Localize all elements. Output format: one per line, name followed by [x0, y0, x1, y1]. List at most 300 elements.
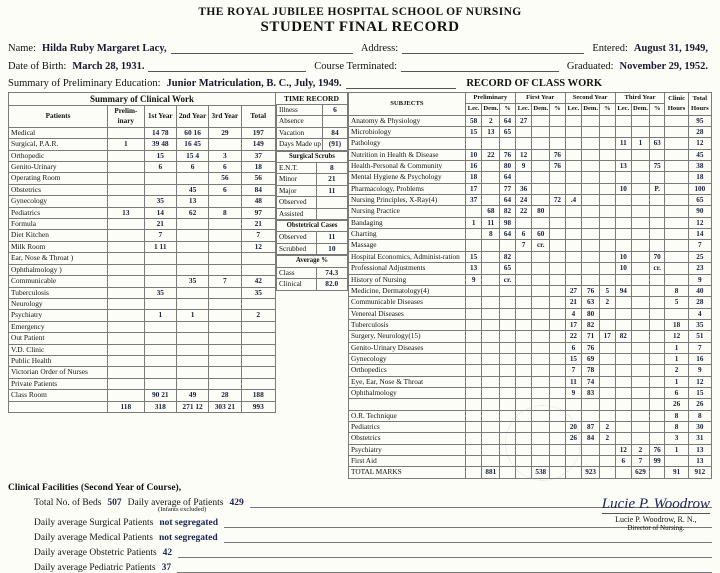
classwork-cell: 65: [500, 263, 516, 274]
clinical-cell: [176, 253, 208, 264]
time-subcaption: Surgical Scrubs: [277, 151, 348, 162]
classwork-subject: Medicine, Dermatology(4): [349, 285, 466, 296]
classwork-cell: [465, 399, 482, 410]
clinic-hours-cell: [665, 274, 688, 285]
clinical-row-label: Surgical, P.A.R.: [9, 139, 108, 150]
clinical-cell: [108, 344, 145, 355]
classwork-cell: [500, 342, 516, 353]
table-row: [9, 219, 276, 230]
clinical-cell: [209, 321, 241, 332]
time-record-value: 10: [316, 243, 347, 254]
time-record-value: [322, 116, 347, 127]
classwork-cell: [600, 342, 615, 353]
classwork-cell: [565, 138, 582, 149]
clinical-cell: [144, 184, 176, 195]
classwork-cell: [482, 444, 500, 455]
time-record-row: [277, 243, 348, 254]
classwork-subcol: Lec.: [465, 104, 482, 115]
table-row: [9, 173, 276, 184]
classwork-cell: [615, 467, 632, 478]
classwork-cell: [565, 115, 582, 126]
classwork-cell: 98: [500, 217, 516, 228]
total-hours-cell: 26: [688, 399, 711, 410]
clinic-hours-cell: 8: [665, 410, 688, 421]
classwork-cell: [632, 251, 650, 262]
time-record-row: [277, 163, 348, 174]
clinical-cell: [176, 344, 208, 355]
clinical-cell: 18: [241, 162, 275, 173]
classwork-cell: [482, 195, 500, 206]
table-row: [9, 378, 276, 389]
classwork-cell: cr.: [649, 263, 665, 274]
classwork-cell: 12: [615, 444, 632, 455]
facility-row: [8, 561, 712, 573]
classwork-cell: [550, 172, 565, 183]
classwork-cell: 923: [582, 467, 600, 478]
classwork-cell: 13: [482, 127, 500, 138]
seal-stamp: [505, 405, 581, 481]
clinic-hours-cell: 5: [665, 297, 688, 308]
facility-rule: [178, 546, 712, 558]
clinical-totals-label: [9, 401, 108, 412]
classwork-cell: [532, 251, 550, 262]
classwork-cell: [649, 285, 665, 296]
classwork-cell: [482, 172, 500, 183]
total-hours-cell: 13: [688, 444, 711, 455]
graduated-value: November 29, 1952.: [619, 61, 709, 72]
total-hours-cell: 7: [688, 240, 711, 251]
classwork-cell: 10: [465, 149, 482, 160]
classwork-cell: 7: [515, 240, 532, 251]
classwork-cell: [649, 229, 665, 240]
clinic-hours-cell: [665, 206, 688, 217]
clinical-cell: [209, 230, 241, 241]
clinical-cell: [176, 298, 208, 309]
classwork-cell: [600, 399, 615, 410]
clinical-row-label: Orthopedic: [9, 150, 108, 161]
classwork-cell: [482, 251, 500, 262]
classwork-subject: Professional Adjustments: [349, 263, 466, 274]
table-row: [349, 172, 712, 183]
clinical-total-cell: 303 21: [209, 401, 241, 412]
time-record-value: 8: [316, 163, 347, 174]
classwork-cell: [482, 353, 500, 364]
classwork-cell: .4: [565, 195, 582, 206]
classwork-cell: 26: [565, 433, 582, 444]
classwork-cell: 6: [565, 342, 582, 353]
name-value: Hilda Ruby Margaret Lacy,: [42, 43, 167, 54]
total-hours-cell: 8: [688, 410, 711, 421]
clinical-cell: 49: [176, 390, 208, 401]
total-hours-cell: 51: [688, 331, 711, 342]
classwork-cell: [465, 138, 482, 149]
clinical-cell: 62: [176, 207, 208, 218]
classwork-cell: 8: [482, 229, 500, 240]
dob-label: Date of Birth:: [8, 61, 67, 72]
classwork-cell: 2: [632, 444, 650, 455]
clinical-cell: [108, 355, 145, 366]
clinical-cell: [108, 219, 145, 230]
classwork-cell: [600, 206, 615, 217]
classwork-cell: [582, 206, 600, 217]
clinical-cell: [209, 355, 241, 366]
classwork-cell: 17: [565, 319, 582, 330]
classwork-cell: [582, 399, 600, 410]
classwork-cell: [565, 172, 582, 183]
classwork-cell: [482, 421, 500, 432]
clinic-hours-cell: 6: [665, 387, 688, 398]
classwork-cell: [482, 342, 500, 353]
table-row: [349, 274, 712, 285]
facility-row: [8, 546, 712, 558]
classwork-cell: 15: [465, 251, 482, 262]
classwork-cell: 65: [500, 127, 516, 138]
clinical-cell: [241, 264, 275, 275]
classwork-cell: [465, 240, 482, 251]
table-row: [349, 251, 712, 262]
clinical-cell: [108, 287, 145, 298]
clinic-hours-cell: 12: [665, 331, 688, 342]
classwork-cell: 21: [565, 297, 582, 308]
classwork-cell: [615, 342, 632, 353]
table-row: [349, 161, 712, 172]
clinical-cell: [176, 287, 208, 298]
time-record-label: Illness: [277, 105, 323, 116]
time-record-table: [276, 104, 348, 151]
clinic-hours-cell: [665, 308, 688, 319]
classwork-cell: [615, 297, 632, 308]
clinical-cell: 48: [241, 196, 275, 207]
clinical-cell: [108, 310, 145, 321]
classwork-subcol: Dem.: [582, 104, 600, 115]
classwork-cell: [600, 149, 615, 160]
clinical-cell: [209, 264, 241, 275]
classwork-cell: [649, 467, 665, 478]
classwork-subject: Nursing Principles, X-Ray(4): [349, 195, 466, 206]
classwork-cell: 9: [565, 387, 582, 398]
classwork-cell: [550, 115, 565, 126]
classwork-cell: [615, 387, 632, 398]
time-record-label: Scrubbed: [277, 243, 317, 254]
classwork-cell: [515, 274, 532, 285]
clinical-cell: 56: [241, 173, 275, 184]
total-hours-cell: 4: [688, 308, 711, 319]
classwork-cell: [632, 127, 650, 138]
time-record-row: [277, 127, 348, 138]
col-total: Total: [241, 106, 275, 128]
time-record-row: [277, 197, 348, 208]
table-row: [9, 230, 276, 241]
classwork-cell: 13: [465, 263, 482, 274]
clinical-row-label: Psychiatry: [9, 310, 108, 321]
total-hours-cell: 30: [688, 421, 711, 432]
classwork-cell: [550, 308, 565, 319]
clinical-cell: [108, 173, 145, 184]
classwork-cell: 17: [465, 183, 482, 194]
table-row: [9, 196, 276, 207]
table-row: [349, 217, 712, 228]
prelim-label: Summary of Preliminary Education:: [8, 78, 161, 89]
classwork-cell: 2: [482, 115, 500, 126]
classwork-cell: [482, 263, 500, 274]
classwork-cell: [600, 376, 615, 387]
classwork-cell: 9: [515, 161, 532, 172]
classwork-cell: [632, 319, 650, 330]
classwork-cell: [565, 149, 582, 160]
clinical-cell: 7: [241, 230, 275, 241]
classwork-cell: [615, 240, 632, 251]
classwork-cell: [500, 240, 516, 251]
classwork-cell: 24: [515, 195, 532, 206]
classwork-cell: [632, 172, 650, 183]
group-total-hours: Total Hours: [688, 93, 711, 116]
clinical-cell: [108, 230, 145, 241]
clinical-row-label: Out Patient: [9, 333, 108, 344]
clinic-hours-cell: [665, 183, 688, 194]
classwork-cell: [615, 365, 632, 376]
classwork-cell: [582, 240, 600, 251]
clinical-cell: [209, 287, 241, 298]
clinic-hours-cell: 2: [665, 365, 688, 376]
classwork-cell: [482, 376, 500, 387]
classwork-cell: [465, 433, 482, 444]
time-subcaption-row: [277, 151, 348, 162]
classwork-cell: [632, 399, 650, 410]
classwork-cell: 68: [482, 206, 500, 217]
classwork-cell: 2: [600, 433, 615, 444]
classwork-cell: 71: [582, 331, 600, 342]
facility-value: 42: [162, 547, 173, 558]
classwork-cell: [532, 172, 550, 183]
classwork-subject: Microbiology: [349, 127, 466, 138]
clinical-cell: [209, 253, 241, 264]
classwork-cell: [632, 387, 650, 398]
classwork-cell: 1: [465, 217, 482, 228]
classwork-cell: [550, 285, 565, 296]
classwork-cell: [582, 274, 600, 285]
clinical-cell: [209, 196, 241, 207]
total-hours-cell: 15: [688, 387, 711, 398]
table-row: [9, 355, 276, 366]
clinical-cell: [108, 127, 145, 138]
classwork-cell: [465, 365, 482, 376]
table-row: [349, 387, 712, 398]
time-record-row: [277, 185, 348, 196]
classwork-cell: [649, 127, 665, 138]
classwork-cell: [515, 319, 532, 330]
clinical-cell: [241, 333, 275, 344]
clinic-hours-cell: 8: [665, 285, 688, 296]
classwork-cell: 72: [550, 195, 565, 206]
clinical-cell: [108, 162, 145, 173]
classwork-cell: [582, 229, 600, 240]
classwork-cell: 80: [532, 206, 550, 217]
classwork-cell: 63: [649, 138, 665, 149]
classwork-cell: 76: [582, 285, 600, 296]
classwork-cell: [565, 399, 582, 410]
clinical-cell: 84: [241, 184, 275, 195]
classwork-cell: [600, 240, 615, 251]
classwork-cell: 538: [532, 467, 550, 478]
classwork-cell: 69: [582, 353, 600, 364]
table-row: [349, 297, 712, 308]
dob-value: March 28, 1931.: [72, 61, 145, 72]
classwork-cell: 76: [550, 161, 565, 172]
clinical-cell: 60 16: [176, 127, 208, 138]
classwork-cell: [482, 410, 500, 421]
time-record-value: 74.3: [316, 267, 347, 278]
classwork-cell: [600, 183, 615, 194]
classwork-cell: 64: [500, 172, 516, 183]
classwork-cell: [582, 161, 600, 172]
classwork-cell: cr.: [500, 274, 516, 285]
classwork-cell: [532, 308, 550, 319]
table-row: [9, 264, 276, 275]
clinical-row-label: Private Patients: [9, 378, 108, 389]
table-row: [349, 240, 712, 251]
total-hours-cell: 35: [688, 319, 711, 330]
classwork-cell: [632, 183, 650, 194]
time-record-value: [316, 208, 347, 219]
time-subcaption-row: [277, 221, 348, 232]
clinical-cell: [241, 321, 275, 332]
classwork-cell: [482, 308, 500, 319]
classwork-cell: [600, 161, 615, 172]
classwork-cell: [600, 410, 615, 421]
classwork-cell: [515, 285, 532, 296]
clinical-cell: 1: [108, 139, 145, 150]
classwork-cell: [550, 331, 565, 342]
clinical-cell: 8: [209, 207, 241, 218]
classwork-cell: [482, 183, 500, 194]
classwork-subject: [349, 399, 466, 410]
daily-avg-value: 429: [229, 497, 244, 508]
clinical-cell: [144, 333, 176, 344]
facility-value: 37: [161, 562, 172, 573]
total-hours-cell: 9: [688, 274, 711, 285]
classwork-subcol: Dem.: [482, 104, 500, 115]
clinical-cell: [144, 344, 176, 355]
clinic-hours-cell: [665, 127, 688, 138]
classwork-cell: [465, 319, 482, 330]
time-subcaption: Obstetrical Cases: [277, 221, 348, 232]
total-hours-cell: 18: [688, 172, 711, 183]
classwork-cell: [615, 433, 632, 444]
classwork-cell: 76: [649, 444, 665, 455]
facility-rule: [177, 561, 712, 573]
classwork-cell: 74: [582, 376, 600, 387]
classwork-cell: [515, 263, 532, 274]
classwork-cell: 881: [482, 467, 500, 478]
classwork-cell: [582, 217, 600, 228]
classwork-cell: [550, 183, 565, 194]
classwork-cell: [515, 376, 532, 387]
classwork-cell: [565, 251, 582, 262]
total-hours-cell: 100: [688, 183, 711, 194]
classwork-cell: [565, 161, 582, 172]
classwork-cell: [500, 376, 516, 387]
clinical-cell: [176, 355, 208, 366]
clinical-cell: 188: [241, 390, 275, 401]
clinic-hours-cell: [665, 263, 688, 274]
time-record-label: Observed: [277, 197, 317, 208]
graduated-label: Graduated:: [566, 61, 614, 72]
classwork-cell: 82: [582, 319, 600, 330]
clinical-cell: 35: [176, 276, 208, 287]
clinical-cell: [108, 333, 145, 344]
clinical-cell: [108, 378, 145, 389]
total-hours-cell: 90: [688, 206, 711, 217]
clinical-cell: 21: [241, 219, 275, 230]
classwork-cell: [649, 387, 665, 398]
classwork-cell: 64: [500, 115, 516, 126]
classwork-cell: [632, 115, 650, 126]
prelim-rule: [346, 76, 457, 89]
classwork-cell: [582, 115, 600, 126]
clinical-row-label: Obstetrics: [9, 184, 108, 195]
classwork-cell: [532, 274, 550, 285]
clinical-cell: [176, 367, 208, 378]
classwork-cell: [649, 353, 665, 364]
table-row: [349, 263, 712, 274]
classwork-cell: [532, 387, 550, 398]
classwork-cell: 13: [615, 161, 632, 172]
classwork-cell: [515, 138, 532, 149]
classwork-cell: 22: [515, 206, 532, 217]
classwork-cell: [465, 308, 482, 319]
classwork-cell: 82: [615, 331, 632, 342]
classwork-cell: 80: [500, 161, 516, 172]
classwork-cell: 11: [482, 217, 500, 228]
table-row: [9, 207, 276, 218]
time-record-row: [277, 139, 348, 150]
clinical-cell: 45: [176, 184, 208, 195]
table-row: [9, 139, 276, 150]
classwork-cell: [500, 467, 516, 478]
clinical-cell: [108, 367, 145, 378]
time-record-label: Days Made up: [277, 139, 323, 150]
table-row: [9, 276, 276, 287]
table-row: [349, 331, 712, 342]
classwork-cell: [465, 444, 482, 455]
course-terminated-rule: [401, 59, 559, 72]
classwork-cell: 11: [615, 138, 632, 149]
signature-block: [602, 496, 710, 532]
clinical-cell: [144, 253, 176, 264]
classwork-cell: 16: [465, 161, 482, 172]
classwork-subject: Nursing Practice: [349, 206, 466, 217]
time-record-value: 82.0: [316, 279, 347, 290]
clinical-cell: [144, 264, 176, 275]
total-hours-cell: 7: [688, 342, 711, 353]
classwork-cell: [615, 217, 632, 228]
facility-value: not segregated: [158, 532, 218, 543]
classwork-cell: [632, 149, 650, 160]
classwork-cell: [649, 399, 665, 410]
classwork-cell: [515, 297, 532, 308]
classwork-cell: [550, 297, 565, 308]
time-record-value: 84: [322, 127, 347, 138]
classwork-cell: [550, 229, 565, 240]
classwork-cell: [465, 376, 482, 387]
classwork-cell: 22: [565, 331, 582, 342]
clinical-cell: [176, 241, 208, 252]
clinical-cell: [241, 378, 275, 389]
classwork-cell: 76: [550, 149, 565, 160]
classwork-cell: [532, 183, 550, 194]
classwork-cell: 7: [632, 456, 650, 467]
classwork-subject: Venereal Diseases: [349, 308, 466, 319]
